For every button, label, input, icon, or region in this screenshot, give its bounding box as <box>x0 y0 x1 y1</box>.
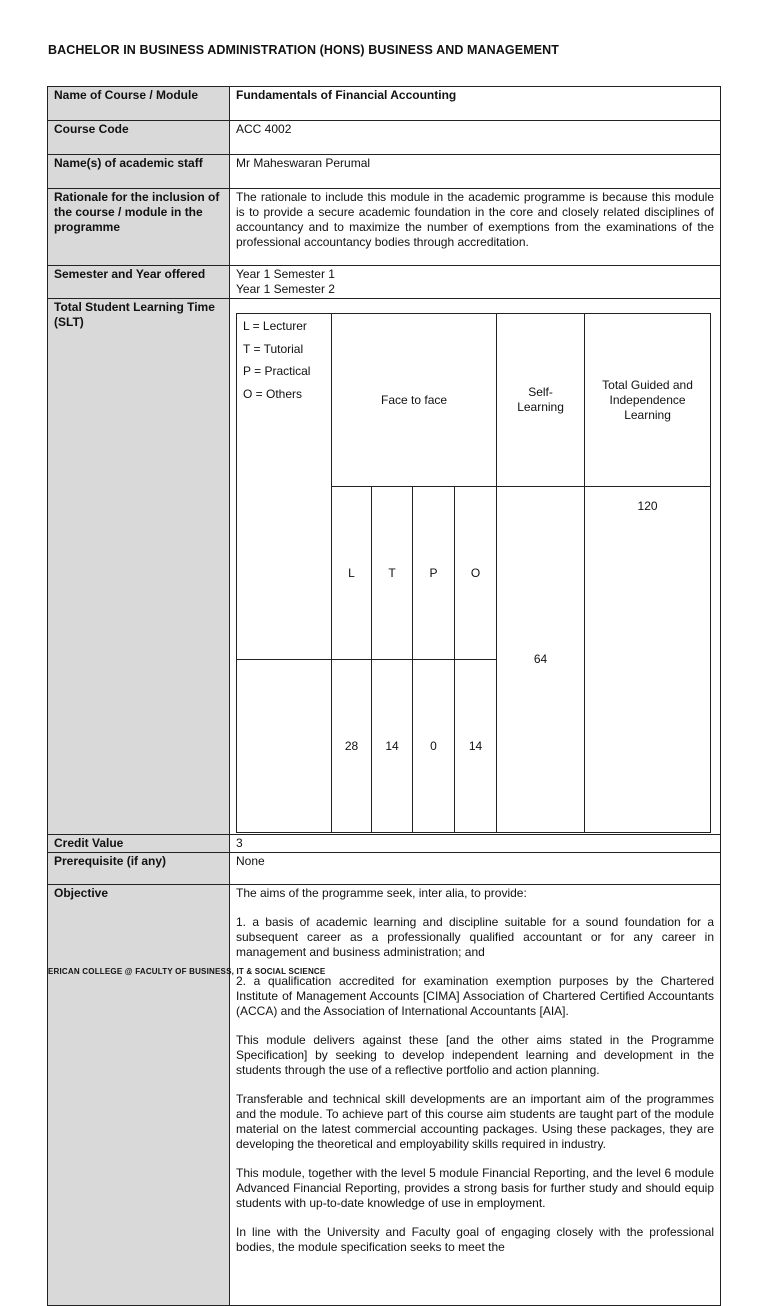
col-value-l: 28 <box>332 660 372 833</box>
objective-paragraph: This module, together with the level 5 module Financial Reporting, and the level 6 module Advanced Financial Reporting, provides a strong basis for further study and should equip students with up-to-date knowledge of use in employment. <box>236 1166 714 1210</box>
total-guided-value: 120 <box>585 487 711 833</box>
row-semester <box>48 266 721 299</box>
face-to-face-header: Face to face <box>332 314 497 487</box>
row-course-code <box>48 121 721 155</box>
objective-paragraph: This module delivers against these [and the other aims stated in the Programme Specification] by seeking to develop independent learning and development in the students through the use of a reflective portfolio and action planning. <box>236 1033 714 1077</box>
rationale-label: Rationale for the inclusion of the course / module in the programme <box>48 189 230 266</box>
academic-staff-value: Mr Maheswaran Perumal <box>230 155 721 189</box>
semester-value <box>230 266 721 299</box>
semester-line-1: Year 1 Semester 1 <box>236 267 335 281</box>
self-learning-value: 64 <box>497 487 585 833</box>
academic-staff-label: Name(s) of academic staff <box>48 155 230 189</box>
total-guided-header: Total Guided and Independence Learning <box>585 314 711 487</box>
row-academic-staff <box>48 155 721 189</box>
document-title: BACHELOR IN BUSINESS ADMINISTRATION (HONS) BUSINESS AND MANAGEMENT <box>48 43 560 57</box>
col-header-t: T <box>372 487 413 660</box>
col-header-l: L <box>332 487 372 660</box>
course-name-label: Name of Course / Module <box>48 87 230 121</box>
col-value-p: 0 <box>413 660 455 833</box>
slt-label: Total Student Learning Time (SLT) <box>48 299 230 835</box>
row-slt <box>48 299 721 835</box>
semester-label: Semester and Year offered <box>48 266 230 299</box>
slt-value <box>230 299 721 835</box>
col-header-o: O <box>455 487 497 660</box>
legend-practical: P = Practical <box>243 364 311 378</box>
objective-label: Objective <box>48 885 230 1306</box>
course-info-table <box>47 86 721 1306</box>
slt-legend-filler <box>237 660 332 833</box>
row-credit <box>48 835 721 853</box>
course-code-label: Course Code <box>48 121 230 155</box>
col-value-o: 14 <box>455 660 497 833</box>
legend-tutorial: T = Tutorial <box>243 341 304 356</box>
objective-paragraph: Transferable and technical skill developments are an important aim of the programmes and the module. To achieve part of this course aim students are taught part of the module material on the latest commercial accounting packages. Using these packages, they are developing the theoretical and employability skills required in industry. <box>236 1092 714 1151</box>
semester-line-2: Year 1 Semester 2 <box>236 282 335 296</box>
slt-legend <box>237 314 332 660</box>
page-footer: ERICAN COLLEGE @ FACULTY OF BUSINESS, IT & SOCIAL SCIENCE <box>48 967 326 976</box>
slt-table <box>236 313 711 833</box>
objective-paragraph: The aims of the programme seek, inter alia, to provide: <box>236 886 527 900</box>
row-prerequisite <box>48 853 721 885</box>
course-code-value: ACC 4002 <box>230 121 721 155</box>
row-rationale <box>48 189 721 266</box>
legend-lecturer: L = Lecturer <box>243 319 307 333</box>
self-learning-header: Self-Learning <box>497 314 585 487</box>
rationale-value: The rationale to include this module in the academic programme is because this module is to provide a secure academic foundation in the core and closely related disciplines of accountancy and to maximize the number of exemptions from the examinations of the professional accountancy bodies through accreditation. <box>230 189 721 266</box>
prerequisite-label: Prerequisite (if any) <box>48 853 230 885</box>
objective-paragraph: 2. a qualification accredited for examination exemption purposes by the Chartered Institute of Management Accounts [CIMA] Association of Chartered Certified Accountants (ACCA) and the Association of International Accountants [AIA]. <box>236 974 714 1018</box>
objective-value <box>230 885 721 1306</box>
objective-paragraph: In line with the University and Faculty goal of engaging closely with the professional bodies, the module specification seeks to meet the <box>236 1225 714 1254</box>
legend-others: O = Others <box>243 386 303 401</box>
prerequisite-value: None <box>230 853 721 885</box>
row-objective <box>48 885 721 1306</box>
col-header-p: P <box>413 487 455 660</box>
col-value-t: 14 <box>372 660 413 833</box>
credit-value: 3 <box>230 835 721 853</box>
objective-paragraph: 1. a basis of academic learning and discipline suitable for a sound foundation for a subsequent career as a professionally qualified accountant or for any career in management and business administration; and <box>236 915 714 959</box>
row-course-name <box>48 87 721 121</box>
course-name-value: Fundamentals of Financial Accounting <box>230 87 721 121</box>
credit-label: Credit Value <box>48 835 230 853</box>
